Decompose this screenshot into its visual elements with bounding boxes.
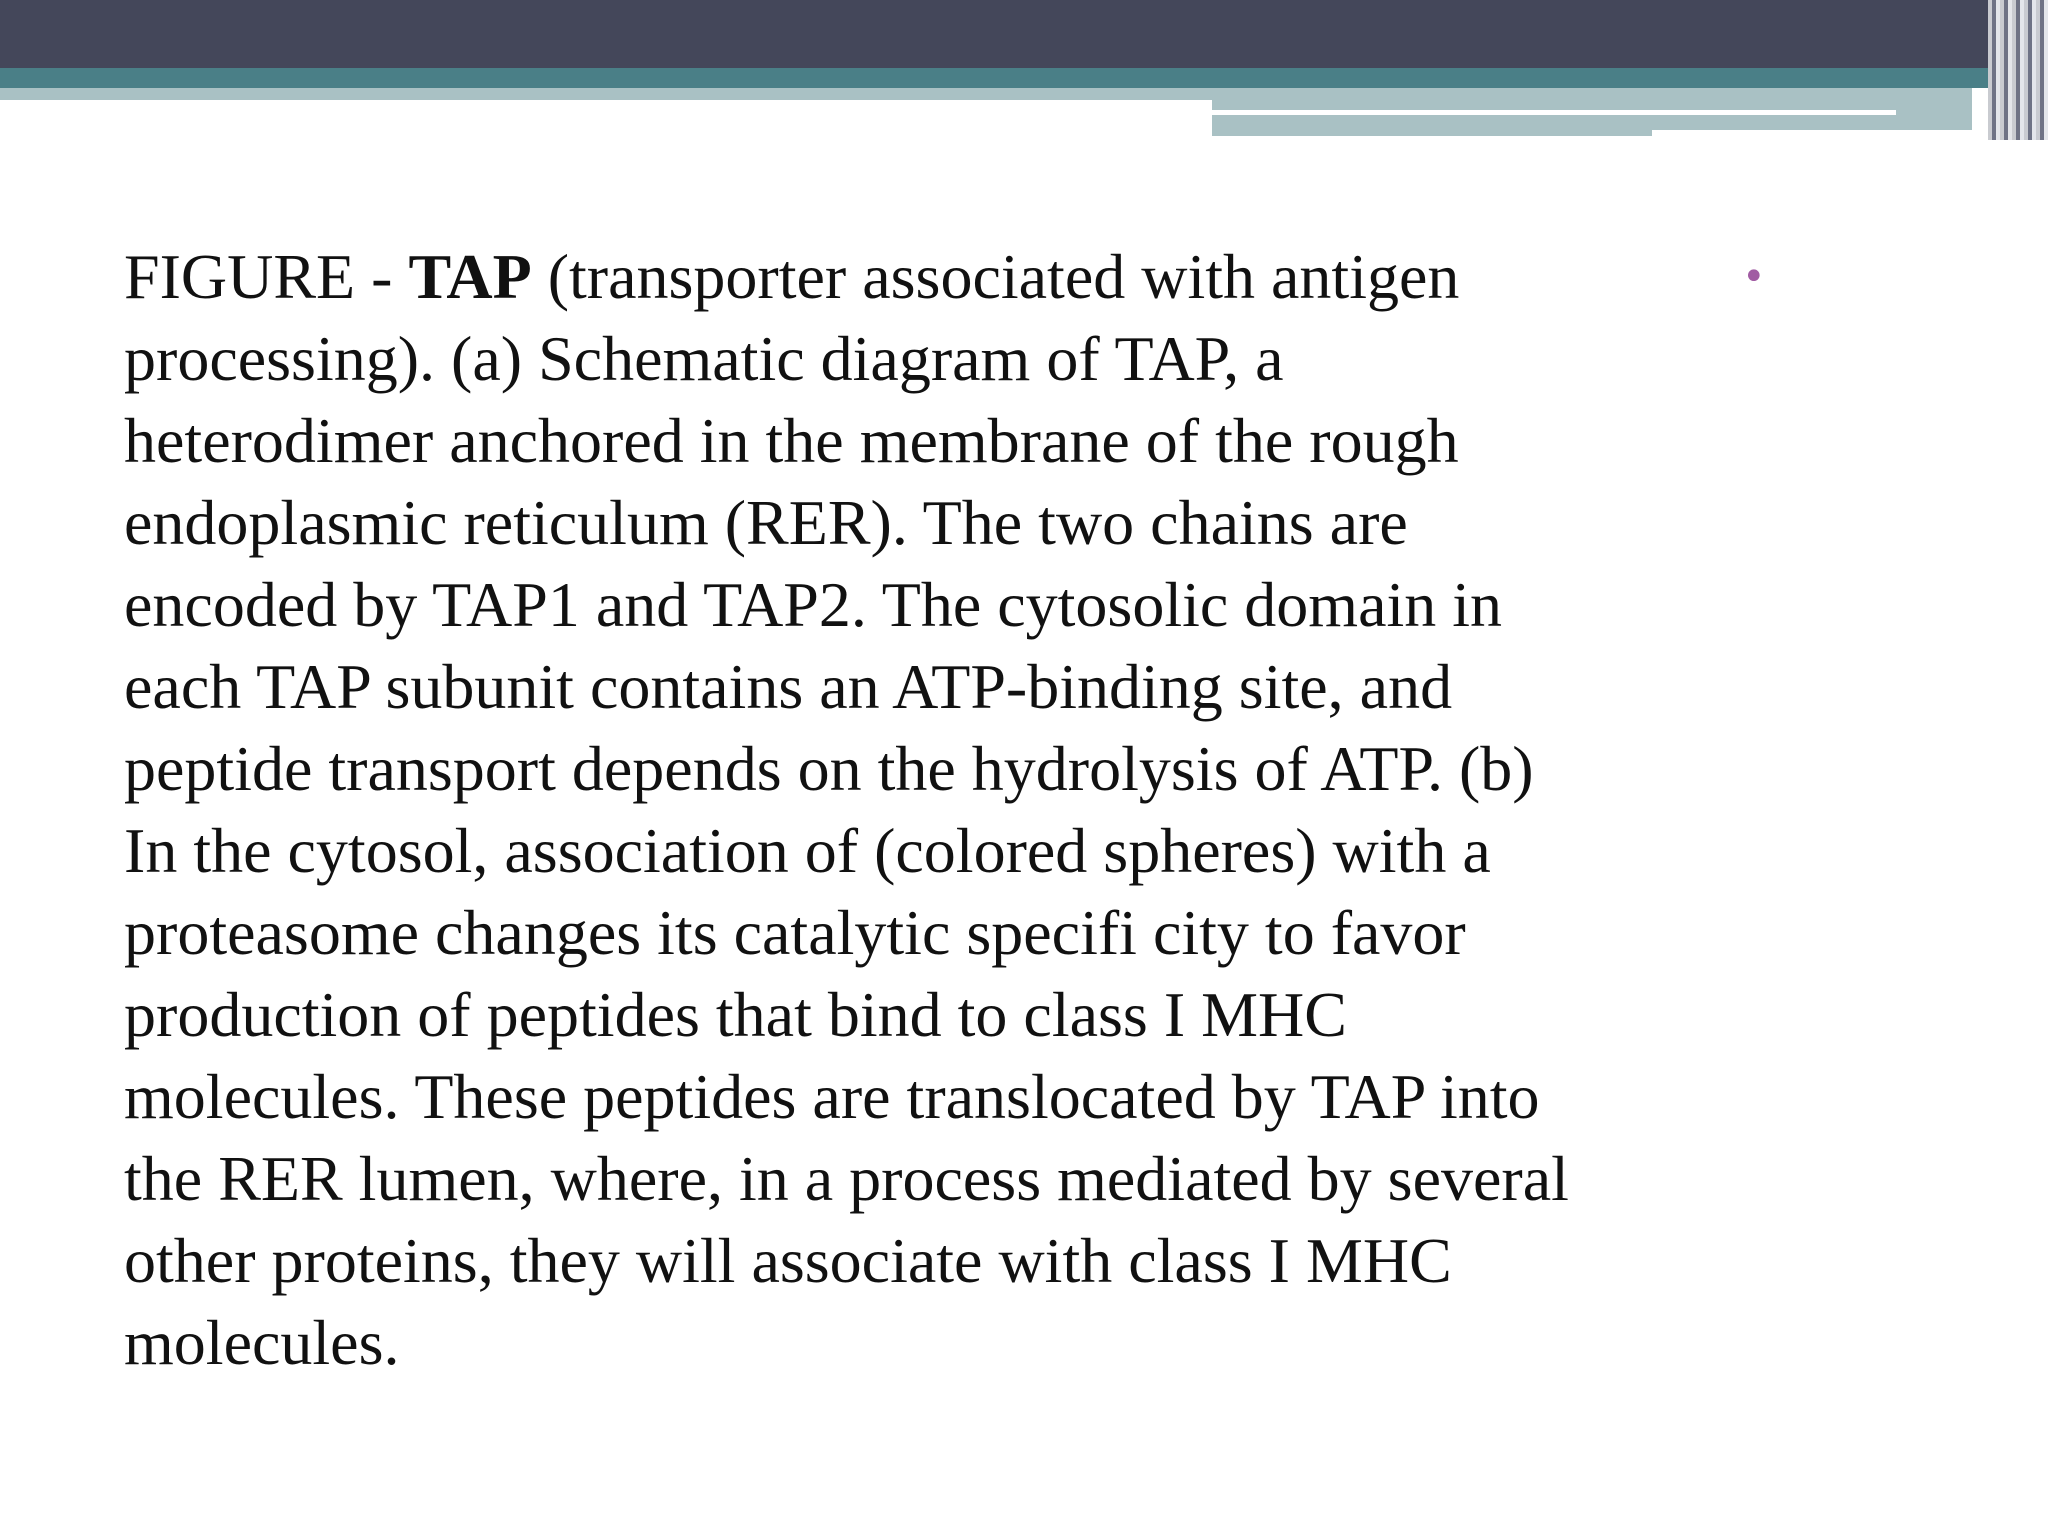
caption-line-4: endoplasmic reticulum (RER). The two chains are [124,487,1408,558]
caption-line-1 [124,236,1824,318]
caption-line-5: encoded by TAP1 and TAP2. The cytosolic domain in [124,569,1503,640]
caption-line-7: peptide transport depends on the hydrolysis of ATP. (b) [124,733,1534,804]
header-light-band-left [0,88,1212,100]
caption-line-11: molecules. These peptides are translocated by TAP into [124,1061,1540,1132]
header-accent-line-short [1652,130,1972,136]
header-teal-band [0,68,2048,88]
caption-line-12: the RER lumen, where, in a process mediated by several [124,1143,1569,1214]
caption-line-3: heterodimer anchored in the membrane of the rough [124,405,1459,476]
caption-line-8: In the cytosol, association of (colored spheres) with a [124,815,1491,886]
header-accent-line [1212,110,1896,115]
caption-line-14: molecules. [124,1307,400,1378]
caption-bold-term: TAP [408,241,532,312]
caption-line-text: (transporter associated with antigen [531,241,1460,312]
caption-line-9: proteasome changes its catalytic specifi city to favor [124,897,1466,968]
figure-caption [124,236,1824,1384]
caption-line-10: production of peptides that bind to class I MHC [124,979,1347,1050]
caption-line-13: other proteins, they will associate with class I MHC [124,1225,1452,1296]
header-edge-stripes [1988,0,2048,140]
caption-line-6: each TAP subunit contains an ATP-binding site, and [124,651,1453,722]
caption-line-2: processing). (a) Schematic diagram of TAP, a [124,323,1284,394]
caption-prefix: FIGURE - [124,241,409,312]
header-dark-band [0,0,2048,68]
bullet-marker: • [1742,254,1766,300]
